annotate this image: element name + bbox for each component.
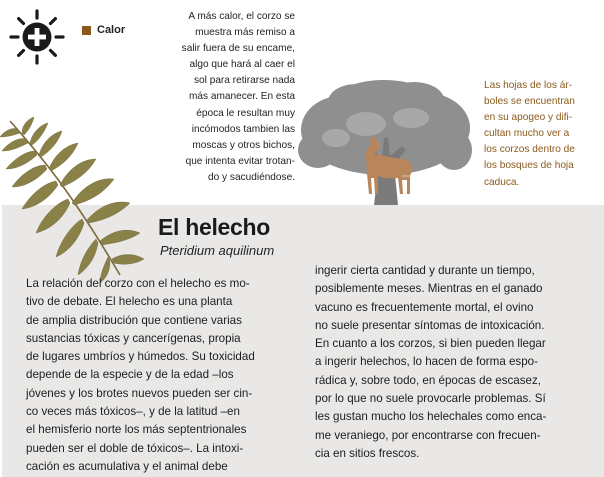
text-line: cación es acumulativa y el animal debe (26, 459, 228, 473)
text-line: depende de la especie y de la edad –los (26, 368, 234, 382)
text-line: pueden ser el doble de tóxicos–. La intoxi- (26, 441, 244, 455)
text-line: les gustan mucho los helechales como enca- (315, 410, 547, 424)
text-line: ingerir cierta cantidad y durante un tiempo, (315, 264, 535, 277)
text-line: sol para retirarse nada (194, 75, 295, 87)
article-subtitle: Pteridium aquilinum (160, 243, 275, 258)
intro-text (150, 9, 295, 186)
tree-with-deer-illustration (296, 78, 474, 205)
text-line: boles se encuentran (484, 96, 575, 108)
text-line: más amanecer. En esta (188, 91, 295, 103)
text-line: posiblemente meses. Mientras en el ganado (315, 282, 543, 296)
text-line: jóvenes y los brotes nuevos pueden ser cin- (26, 386, 253, 400)
legend-swatch (82, 26, 91, 35)
text-line: los bosques de hoja (484, 160, 574, 172)
text-line: En cuanto a los corzos, si bien pueden llegar (315, 337, 546, 351)
text-line: co veces más tóxicos–, y de la latitud –en (26, 405, 240, 419)
article-column-right (315, 262, 590, 463)
text-line: muestra más remiso a (195, 27, 295, 39)
text-line: no suele presentar síntomas de intoxicación. (315, 318, 545, 332)
side-note (484, 78, 602, 191)
text-line: a ingerir helechos, lo hacen de forma espo- (315, 355, 538, 369)
text-line: salir fuera de su encame, (181, 43, 295, 55)
text-line: que intenta evitar trotan- (185, 155, 295, 167)
text-line: algo que hará al caer el (189, 59, 295, 71)
article-title: El helecho (158, 214, 271, 240)
text-line: por lo que no suele provocarle problemas. Sí (315, 392, 546, 406)
text-line: La relación del corzo con el helecho es mo- (26, 277, 250, 290)
text-line: rádica y, sobre todo, en épocas de escasez, (315, 373, 541, 387)
fern-leaf-illustration (0, 115, 150, 285)
article-column-left (26, 275, 296, 476)
text-line: vacuno es frecuentemente mortal, el ovino (315, 300, 534, 314)
text-line: incómodos tambien las (191, 123, 295, 135)
text-line: los corzos dentro de (484, 144, 575, 156)
text-line: época le resultan muy (196, 107, 295, 119)
text-line: sustancias tóxicas y cancerígenas, propia (26, 331, 241, 345)
text-line: tivo de debate. El helecho es una planta (26, 295, 233, 309)
text-line: Las hojas de los ár- (484, 80, 573, 91)
text-line: caduca. (484, 176, 520, 188)
text-line: A más calor, el corzo se (188, 11, 295, 22)
legend-label: Calor (97, 24, 126, 36)
sun-plus-icon (8, 8, 66, 66)
text-line: me veraniego, por encontrarse con frecuen- (315, 428, 541, 442)
text-line: cultan mucho ver a (484, 128, 570, 140)
text-line: moscas y otros bichos, (192, 139, 295, 151)
text-line: do y sacudiéndose. (208, 171, 295, 183)
text-line: cia en sitios frescos. (315, 446, 420, 460)
text-line: de amplia distribución que contiene varias (26, 313, 242, 327)
text-line: de lugares umbríos y húmedos. Su toxicidad (26, 350, 255, 364)
legend (82, 24, 125, 36)
text-line: en su apogeo y difi- (484, 112, 573, 124)
text-line: el hemisferio norte los más septentrionales (26, 423, 247, 437)
